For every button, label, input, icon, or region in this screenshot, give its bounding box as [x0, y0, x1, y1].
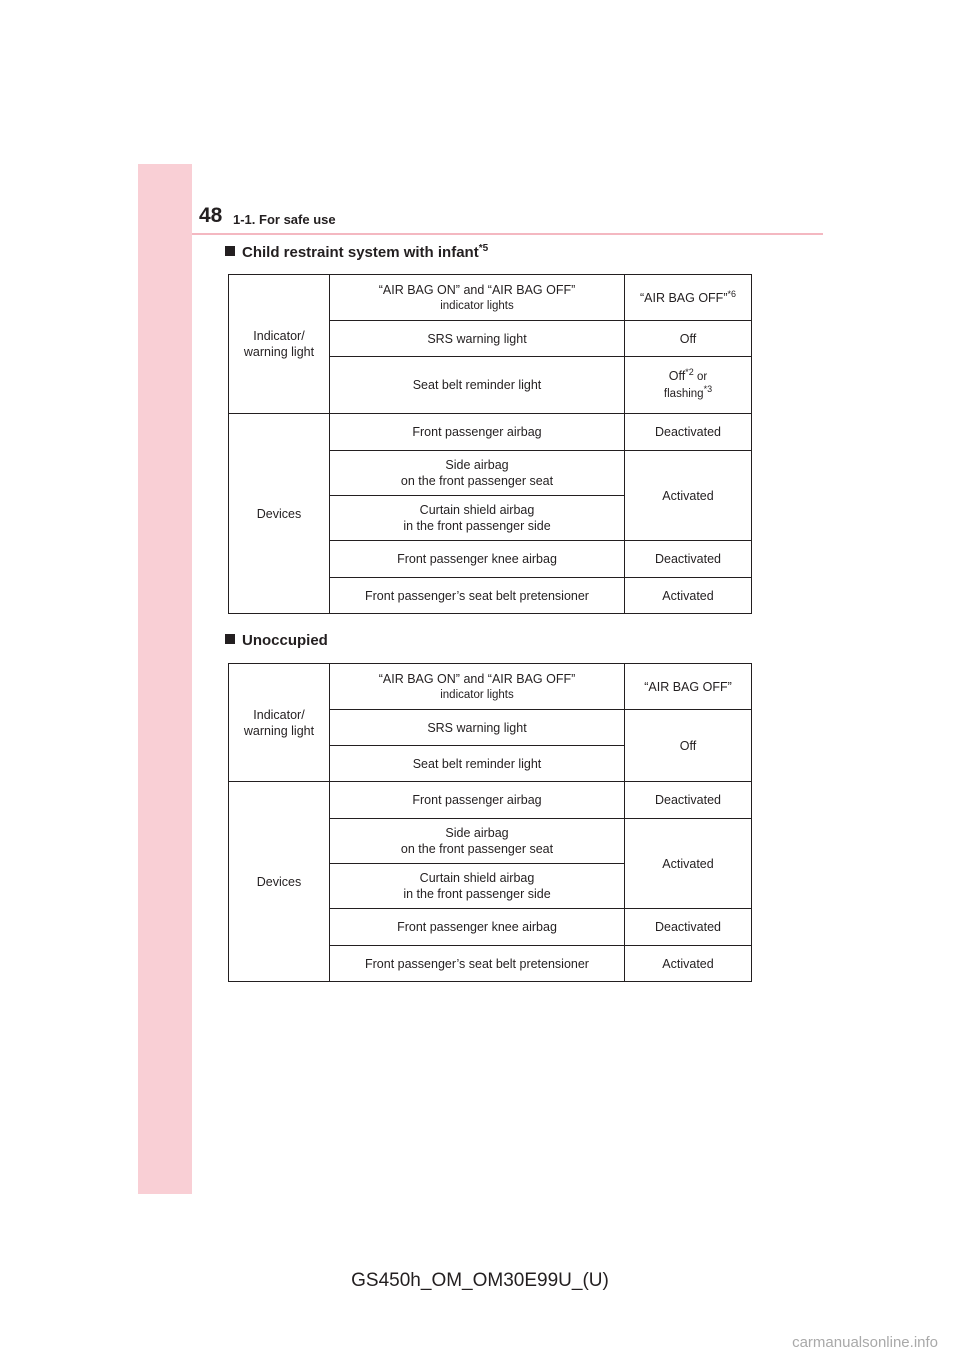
- value-front-passenger-airbag: Deactivated: [625, 414, 752, 451]
- infant-status-table: [228, 274, 752, 614]
- heading-text: Unoccupied: [242, 632, 328, 649]
- unoccupied-status-table: [228, 663, 752, 982]
- row-seat-belt-reminder: Seat belt reminder light: [330, 746, 625, 782]
- row-curtain-shield-airbag: Curtain shield airbag in the front passenger side: [330, 496, 625, 541]
- row-knee-airbag: Front passenger knee airbag: [330, 541, 625, 578]
- row-side-airbag: Side airbag on the front passenger seat: [330, 819, 625, 864]
- row-sublabel: indicator lights: [440, 299, 514, 312]
- row-label: “AIR BAG ON” and “AIR BAG OFF”: [378, 282, 576, 297]
- row-front-passenger-airbag: Front passenger airbag: [330, 414, 625, 451]
- row-side-airbag: Side airbag on the front passenger seat: [330, 451, 625, 496]
- square-bullet-icon: [225, 634, 235, 644]
- value-seat-belt-reminder: Off$^{*2}$ or flashing$^{*3}$: [625, 357, 752, 414]
- chapter-sidebar-tab: [138, 164, 192, 1194]
- square-bullet-icon: [225, 246, 235, 256]
- page-number: 48: [199, 204, 223, 227]
- row-sublabel: indicator lights: [440, 688, 514, 701]
- heading-unoccupied: [225, 632, 328, 649]
- document-code-footer: GS450h_OM_OM30E99U_(U): [351, 1270, 609, 1291]
- row-airbag-indicator-lights: [330, 664, 625, 710]
- row-seat-belt-pretensioner: Front passenger’s seat belt pretensioner: [330, 578, 625, 614]
- row-knee-airbag: Front passenger knee airbag: [330, 909, 625, 946]
- row-seat-belt-reminder: Seat belt reminder light: [330, 357, 625, 414]
- watermark-text: carmanualsonline.info: [792, 1334, 938, 1351]
- group-devices: Devices: [229, 414, 330, 614]
- row-seat-belt-pretensioner: Front passenger’s seat belt pretensioner: [330, 946, 625, 982]
- footnote-ref: *3: [703, 383, 713, 394]
- value-seat-belt-pretensioner: Activated: [625, 578, 752, 614]
- heading-text: Child restraint system with infant: [242, 244, 479, 261]
- row-curtain-shield-airbag: Curtain shield airbag in the front passenger side: [330, 864, 625, 909]
- row-srs-warning-light: SRS warning light: [330, 321, 625, 357]
- group-devices: Devices: [229, 782, 330, 982]
- value-airbag-indicator-lights: “AIR BAG OFF”: [625, 664, 752, 710]
- row-srs-warning-light: SRS warning light: [330, 710, 625, 746]
- row-front-passenger-airbag: Front passenger airbag: [330, 782, 625, 819]
- footnote-ref: *2: [685, 366, 694, 377]
- footnote-ref: *5: [478, 243, 489, 254]
- group-indicator-warning-light: Indicator/ warning light: [229, 664, 330, 782]
- header-divider: [192, 233, 823, 235]
- heading-child-restraint-infant: [225, 243, 488, 261]
- group-indicator-warning-light: Indicator/ warning light: [229, 275, 330, 414]
- value-side-curtain-airbags: Activated: [625, 451, 752, 541]
- value-srs-seatbelt: Off: [625, 710, 752, 782]
- value-front-passenger-airbag: Deactivated: [625, 782, 752, 819]
- value-seat-belt-pretensioner: Activated: [625, 946, 752, 982]
- row-label: “AIR BAG ON” and “AIR BAG OFF”: [378, 671, 576, 686]
- row-airbag-indicator-lights: [330, 275, 625, 321]
- value-side-curtain-airbags: Activated: [625, 819, 752, 909]
- value-knee-airbag: Deactivated: [625, 909, 752, 946]
- section-title: 1-1. For safe use: [233, 212, 336, 227]
- value-knee-airbag: Deactivated: [625, 541, 752, 578]
- footnote-ref: *6: [727, 288, 736, 299]
- value-srs-warning-light: Off: [625, 321, 752, 357]
- value-airbag-indicator-lights: “AIR BAG OFF”$^{*6}$: [625, 275, 752, 321]
